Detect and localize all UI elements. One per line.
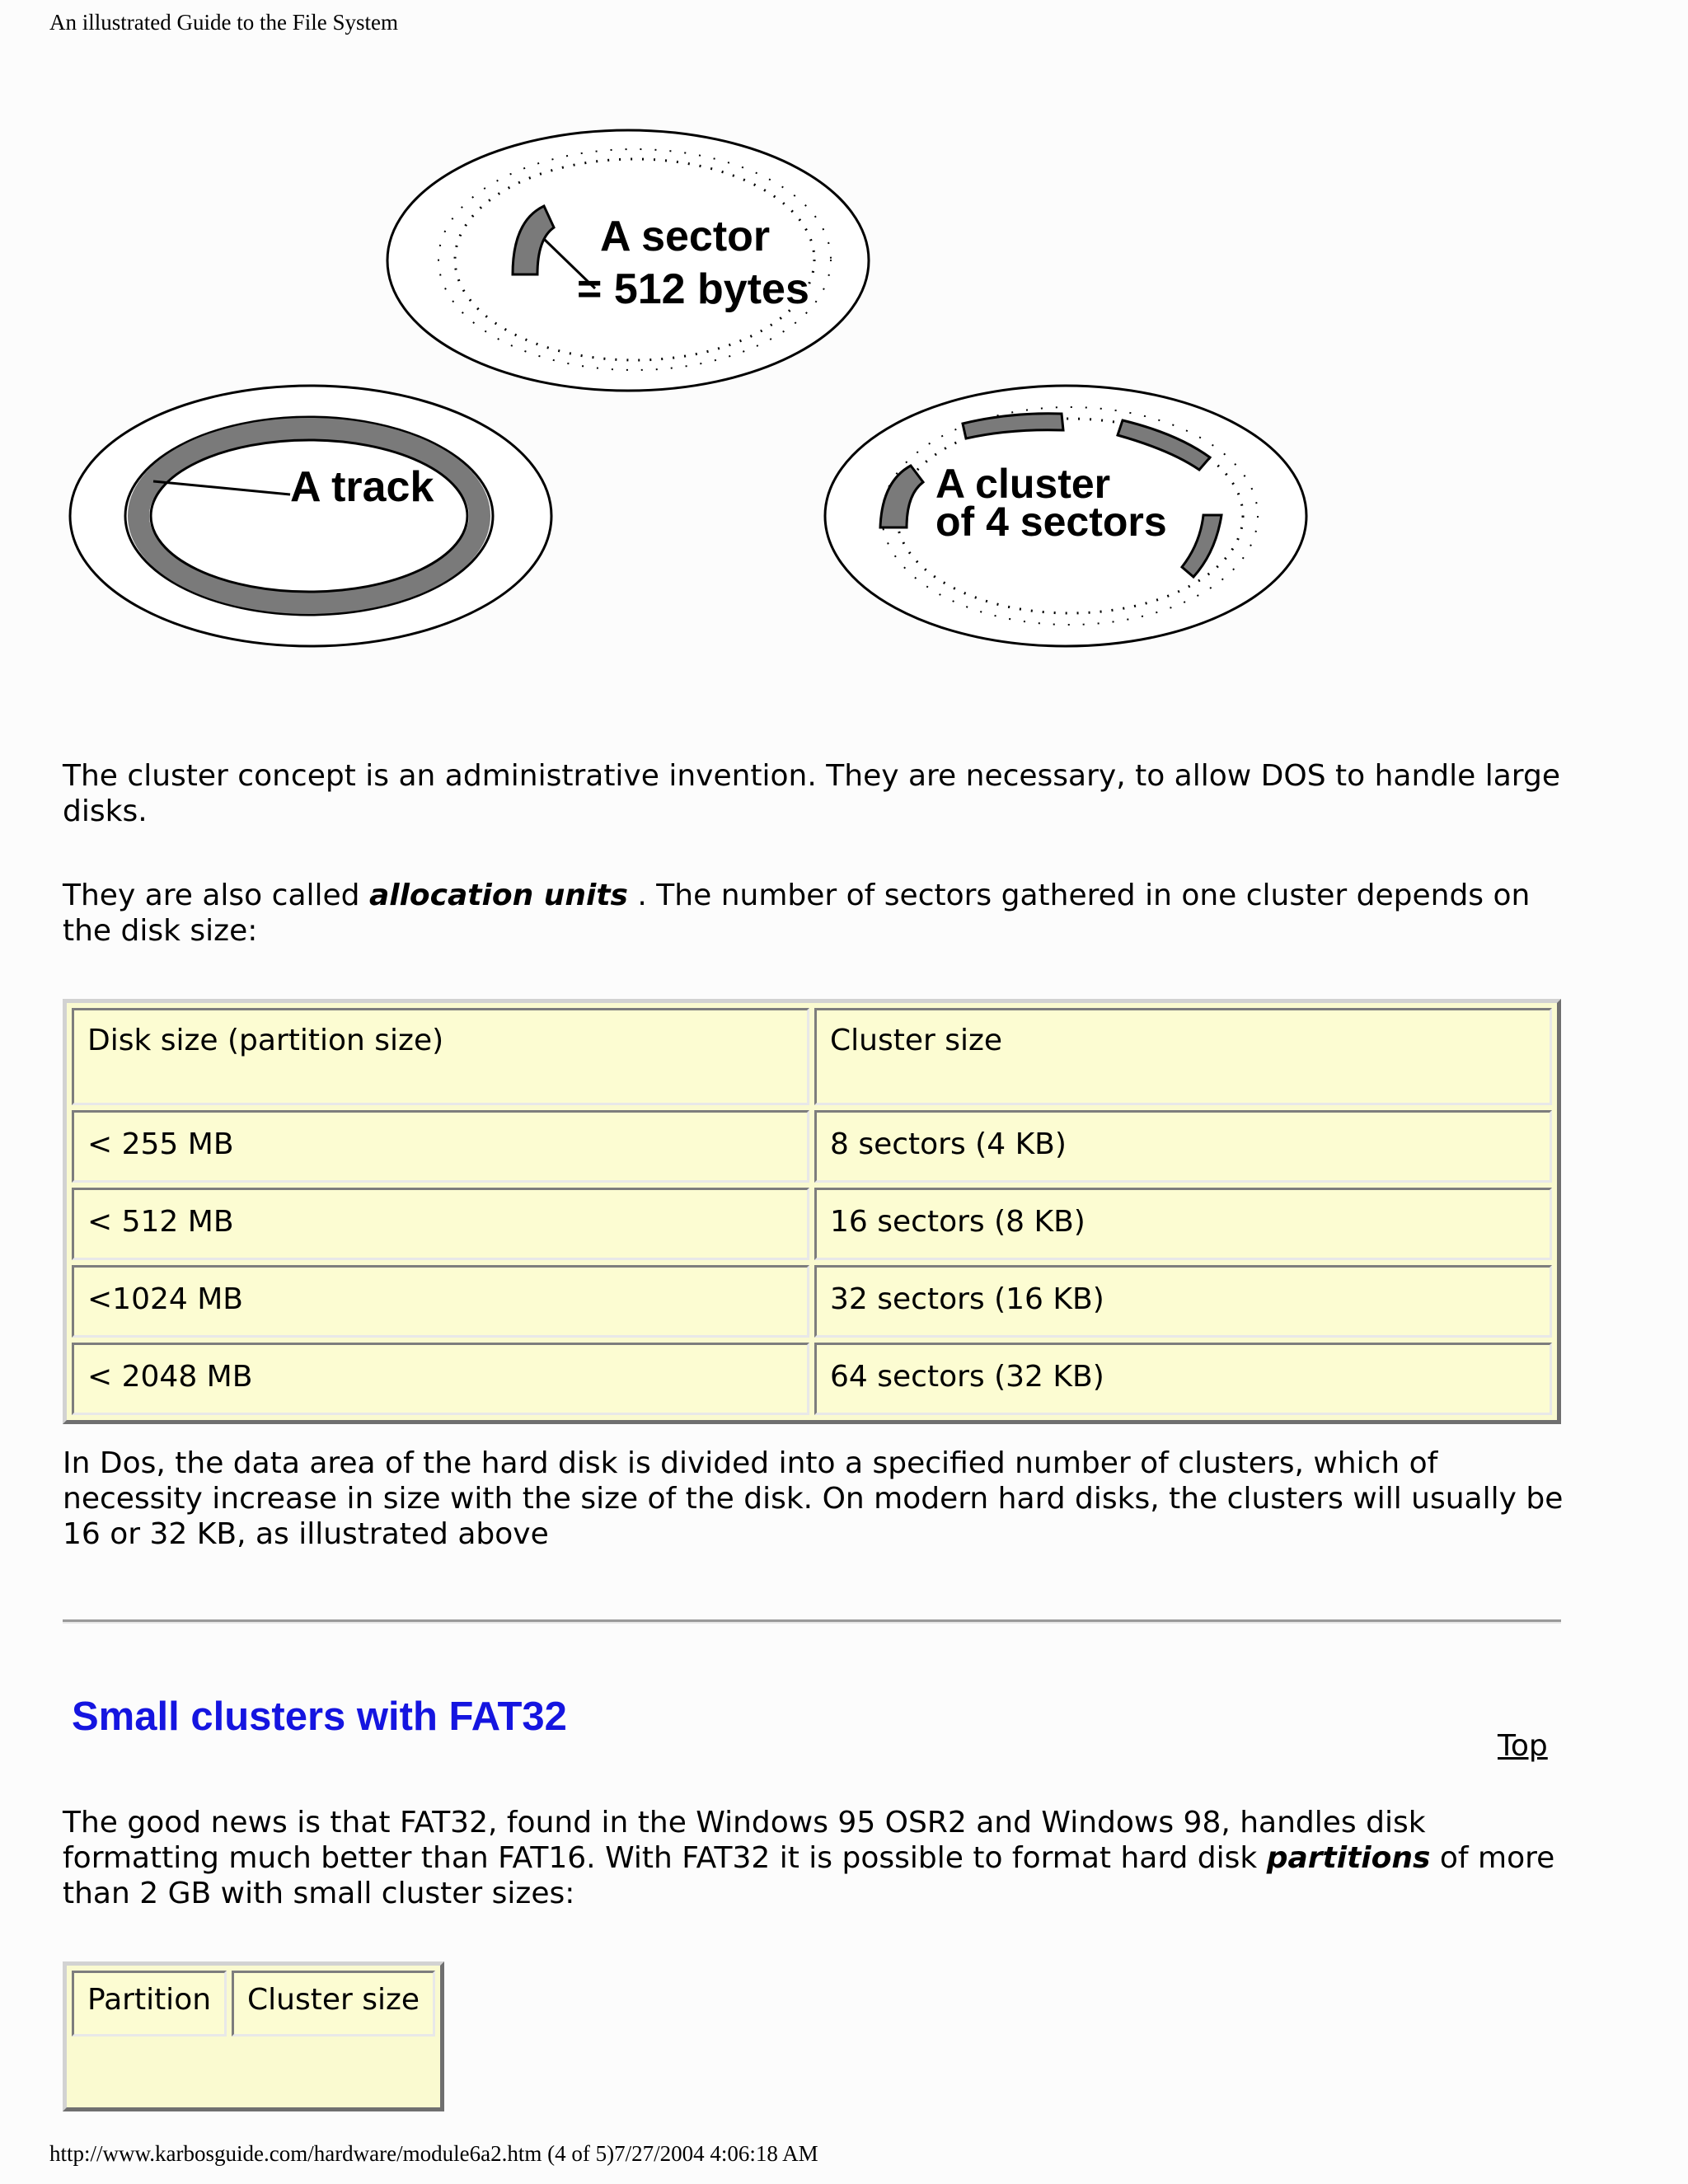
partitions-term: partitions: [1266, 1841, 1431, 1875]
cluster-size-table: [63, 999, 1561, 1424]
fat32-partition-table: [63, 1961, 444, 2111]
page-header: An illustrated Guide to the File System: [49, 10, 398, 35]
cluster-label-1: A cluster: [935, 461, 1111, 507]
header-partition: Partition: [72, 1971, 227, 2036]
cell-disk-size: < 2048 MB: [72, 1343, 809, 1415]
paragraph-allocation-units: [63, 878, 1571, 949]
sector-label-2: = 512 bytes: [577, 265, 809, 313]
header-cluster-size: Cluster size: [232, 1971, 435, 2036]
header-cluster-size: Cluster size: [814, 1008, 1552, 1105]
allocation-units-term: allocation units: [368, 879, 628, 912]
horizontal-divider: [63, 1619, 1561, 1624]
table-row: [72, 1265, 1552, 1338]
section-heading-fat32: Small clusters with FAT32: [72, 1694, 567, 1739]
table-cell-empty: [72, 2041, 227, 2102]
paragraph-cluster-concept: The cluster concept is an administrative invention. They are necessary, to allow DOS to handle large disks.: [63, 759, 1560, 828]
header-disk-size: Disk size (partition size): [72, 1008, 809, 1105]
paragraph-fat32: [63, 1805, 1571, 1911]
top-link[interactable]: Top: [1498, 1729, 1548, 1763]
cell-cluster-size: 32 sectors (16 KB): [814, 1265, 1552, 1338]
table-row: [72, 1343, 1552, 1415]
page-footer: http://www.karbosguide.com/hardware/module6a2.htm (4 of 5)7/27/2004 4:06:18 AM: [49, 2141, 818, 2166]
sector-disk: [387, 130, 869, 391]
track-disk: [70, 386, 551, 646]
table-header-row: [72, 1008, 1552, 1105]
cell-cluster-size: 8 sectors (4 KB): [814, 1110, 1552, 1183]
disk-illustration: [58, 115, 1327, 659]
para2-text-a: They are also called: [63, 879, 369, 912]
table-row: [72, 2041, 435, 2102]
paragraph-dos-data-area: In Dos, the data area of the hard disk is divided into a specified number of clusters, which of necessity increase in size with the size of the disk. On modern hard disks, the clusters will usually be 16 or 32 KB, as illustrated above: [63, 1446, 1564, 1551]
cluster-label-2: of 4 sectors: [935, 499, 1167, 545]
sector-label-1: A sector: [600, 213, 771, 260]
table-cell-empty: [232, 2041, 435, 2102]
cell-disk-size: < 255 MB: [72, 1110, 809, 1183]
table-header-row: [72, 1971, 435, 2036]
cell-cluster-size: 16 sectors (8 KB): [814, 1188, 1552, 1260]
para4-text-a: The good news is that FAT32, found in the Windows 95 OSR2 and Windows 98, handles disk formatting much better than FAT16. With FAT32 it is possible to format hard disk: [63, 1806, 1426, 1875]
table-row: [72, 1110, 1552, 1183]
para4-text-b: of more than 2 GB with small cluster sizes:: [63, 1841, 1555, 1910]
cell-cluster-size: 64 sectors (32 KB): [814, 1343, 1552, 1415]
track-label: A track: [290, 463, 434, 511]
cell-disk-size: < 512 MB: [72, 1188, 809, 1260]
para2-text-b: . The number of sectors gathered in one cluster depends on the disk size:: [63, 879, 1531, 948]
cluster-disk: [825, 386, 1306, 646]
table-row: [72, 1188, 1552, 1260]
cell-disk-size: <1024 MB: [72, 1265, 809, 1338]
